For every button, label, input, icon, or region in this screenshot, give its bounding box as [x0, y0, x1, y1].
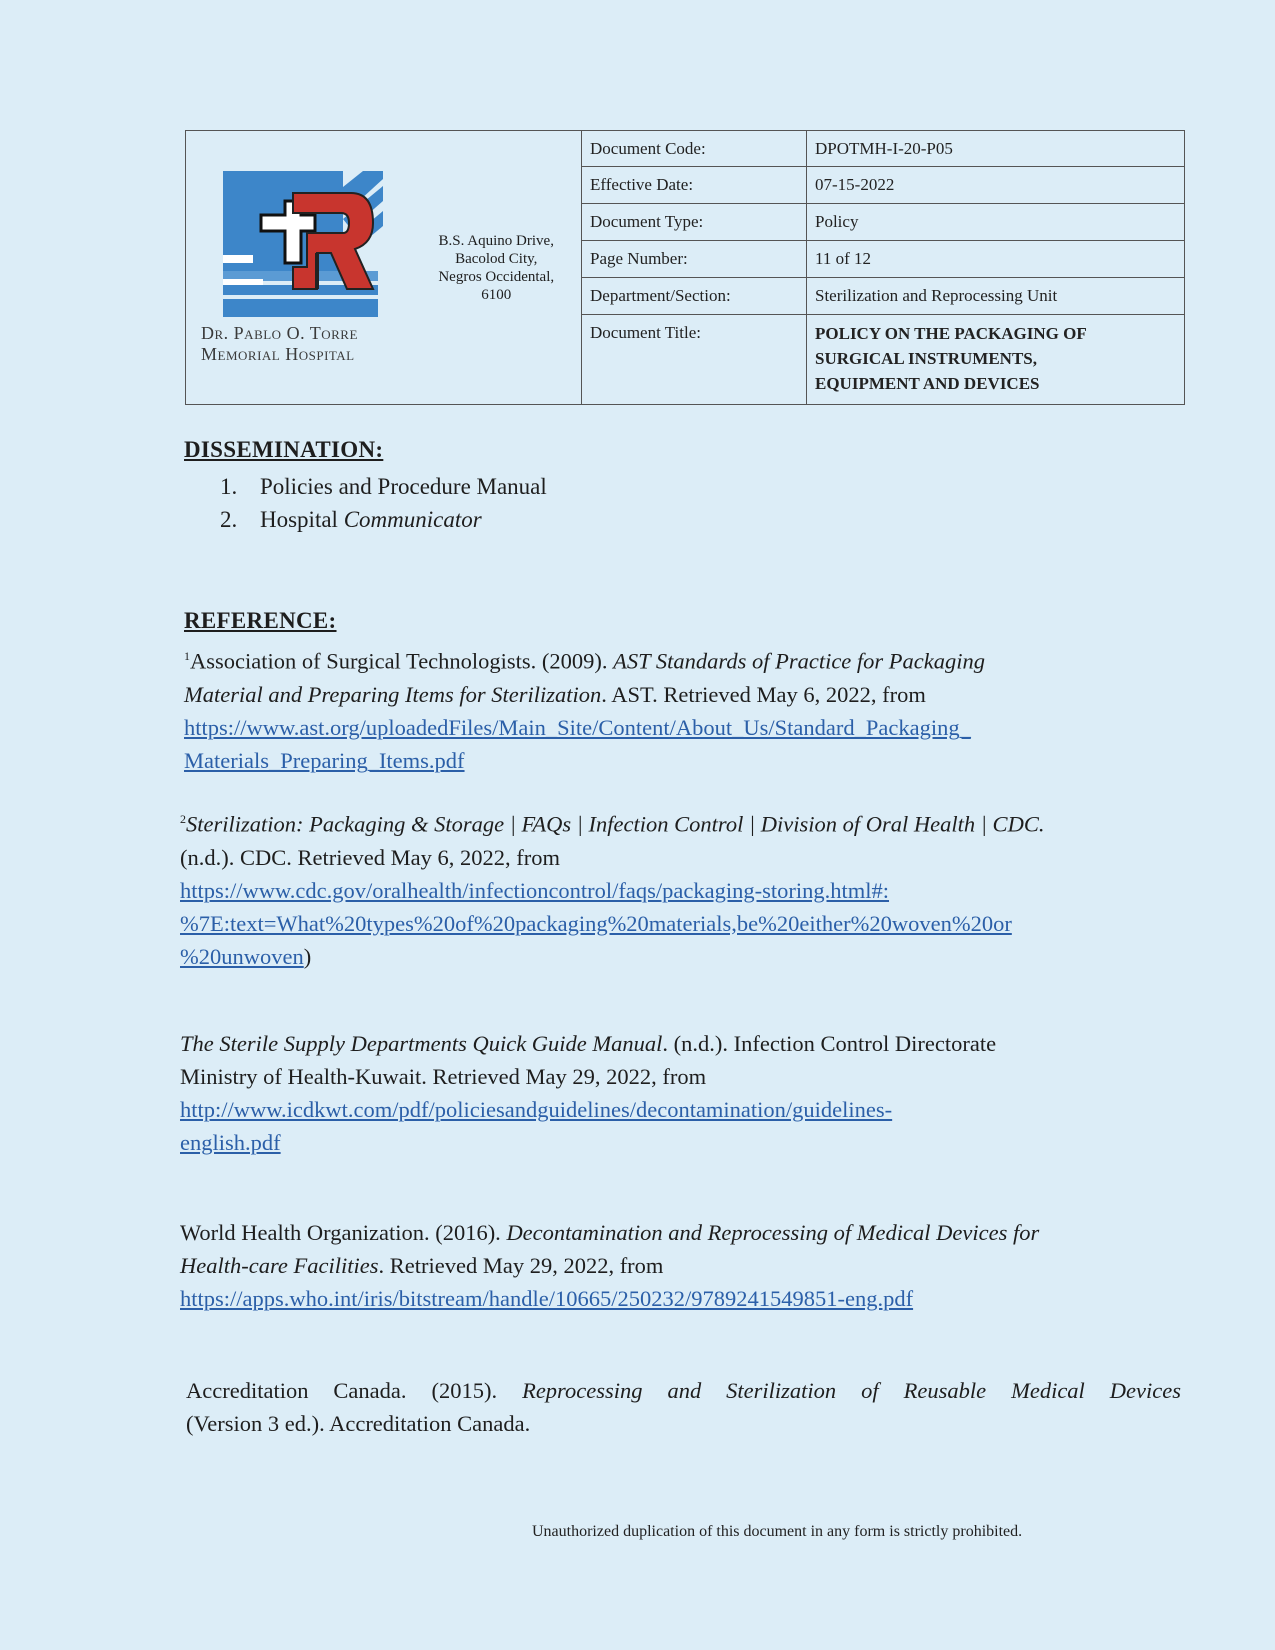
ref-text: ) [303, 943, 312, 969]
address-line: Negros Occidental, [438, 268, 555, 285]
ref-italic-title: Sterilization: Packaging & Storage | FAQs | Infection Control | Division of Oral Health | CDC. [186, 811, 1045, 837]
ref-text: . AST. Retrieved May 6, 2022, from [601, 681, 926, 707]
ref-text: (Version 3 ed.). Accreditation Canada. [186, 1411, 531, 1436]
reference-entry-2 [180, 803, 1180, 973]
ref-text: Ministry of Health-Kuwait. Retrieved May 29, 2022, from [180, 1064, 707, 1089]
reference-link[interactable]: https://www.cdc.gov/oralhealth/infectioncontrol/faqs/packaging-storing.html#: [180, 877, 890, 903]
reference-link[interactable]: https://apps.who.int/iris/bitstream/handle/10665/250232/9789241549851-eng.pdf [180, 1286, 914, 1311]
effective-date-value: 07-15-2022 [807, 167, 1185, 204]
list-item-text: Policies and Procedure Manual [260, 474, 547, 499]
effective-date-label: Effective Date: [582, 167, 807, 204]
ref-text: . Retrieved May 29, 2022, from [378, 1253, 664, 1278]
document-code-value: DPOTMH-I-20-P05 [807, 131, 1185, 167]
footnote-marker: 1 [184, 649, 190, 663]
document-header-table [185, 130, 1185, 405]
address-line: 6100 [481, 286, 512, 303]
list-item [220, 470, 547, 503]
footer-disclaimer: Unauthorized duplication of this document in any form is strictly prohibited. [532, 1523, 1023, 1540]
hospital-logo [223, 171, 383, 319]
ref-text: . (n.d.). Infection Control Directorate [662, 1031, 997, 1056]
document-type-value: Policy [807, 204, 1185, 241]
ref-italic-title: The Sterile Supply Departments Quick Guide Manual [180, 1031, 663, 1056]
reference-link[interactable]: Materials_Preparing_Items.pdf [184, 747, 465, 773]
department-label: Department/Section: [582, 278, 807, 315]
department-value: Sterilization and Reprocessing Unit [807, 278, 1185, 315]
reference-entry-1 [184, 640, 1184, 777]
ref-italic-title: Material and Preparing Items for Sterilization [184, 681, 602, 707]
dissemination-list [220, 470, 547, 536]
document-title-line: POLICY ON THE PACKAGING OF [815, 324, 1087, 343]
document-title-value [807, 315, 1185, 405]
page-number-label: Page Number: [582, 241, 807, 278]
document-title-line: SURGICAL INSTRUMENTS, [815, 349, 1037, 368]
address-cell [412, 131, 582, 405]
ref-text: Association of Surgical Technologists. (2009). [190, 648, 614, 674]
ref-text: (n.d.). CDC. Retrieved May 6, 2022, from [180, 844, 560, 870]
reference-entry-5 [186, 1374, 1181, 1440]
footnote-marker: 2 [180, 812, 186, 826]
ref-text: Accreditation Canada. (2015). [186, 1378, 523, 1403]
reference-link[interactable]: http://www.icdkwt.com/pdf/policiesandguidelines/decontamination/guidelines- [180, 1097, 893, 1122]
ref-italic-title: AST Standards of Practice for Packaging [613, 648, 986, 674]
dissemination-heading: DISSEMINATION: [184, 437, 384, 462]
logo-cell [186, 131, 412, 405]
ref-text: World Health Organization. (2016). [180, 1220, 507, 1245]
reference-entry-3 [180, 1027, 1180, 1159]
reference-link[interactable]: %7E:text=What%20types%20of%20packaging%20materials,be%20either%20woven%20or [180, 910, 1012, 936]
ref-italic-title: Health-care Facilities [180, 1253, 379, 1278]
hospital-name [201, 323, 358, 365]
page-number-value: 11 of 12 [807, 241, 1185, 278]
reference-link[interactable]: english.pdf [180, 1130, 281, 1155]
address-line: Bacolod City, [455, 250, 538, 267]
list-item-text: Hospital Communicator [260, 507, 482, 532]
list-item-italic: Communicator [343, 507, 482, 532]
document-type-label: Document Type: [582, 204, 807, 241]
address-line: B.S. Aquino Drive, [438, 232, 554, 249]
list-number: 1. [220, 474, 238, 499]
reference-link[interactable]: https://www.ast.org/uploadedFiles/Main_Site/Content/About_Us/Standard_Packaging_ [184, 714, 971, 740]
reference-heading: REFERENCE: [184, 608, 337, 633]
ref-italic-title: Decontamination and Reprocessing of Medical Devices for [506, 1220, 1040, 1245]
list-item [220, 503, 547, 536]
reference-link[interactable]: %20unwoven [180, 943, 304, 969]
hospital-name-line1: Dr. Pablo O. Torre [201, 323, 358, 343]
ref-italic-title: Reprocessing and Sterilization of Reusable Medical Devices [522, 1378, 1181, 1403]
document-title-label: Document Title: [582, 315, 807, 405]
hospital-name-line2: Memorial Hospital [201, 344, 355, 364]
document-code-label: Document Code: [582, 131, 807, 167]
list-number: 2. [220, 507, 238, 532]
document-title-line: EQUIPMENT AND DEVICES [815, 374, 1040, 393]
reference-entry-4 [180, 1216, 1180, 1315]
